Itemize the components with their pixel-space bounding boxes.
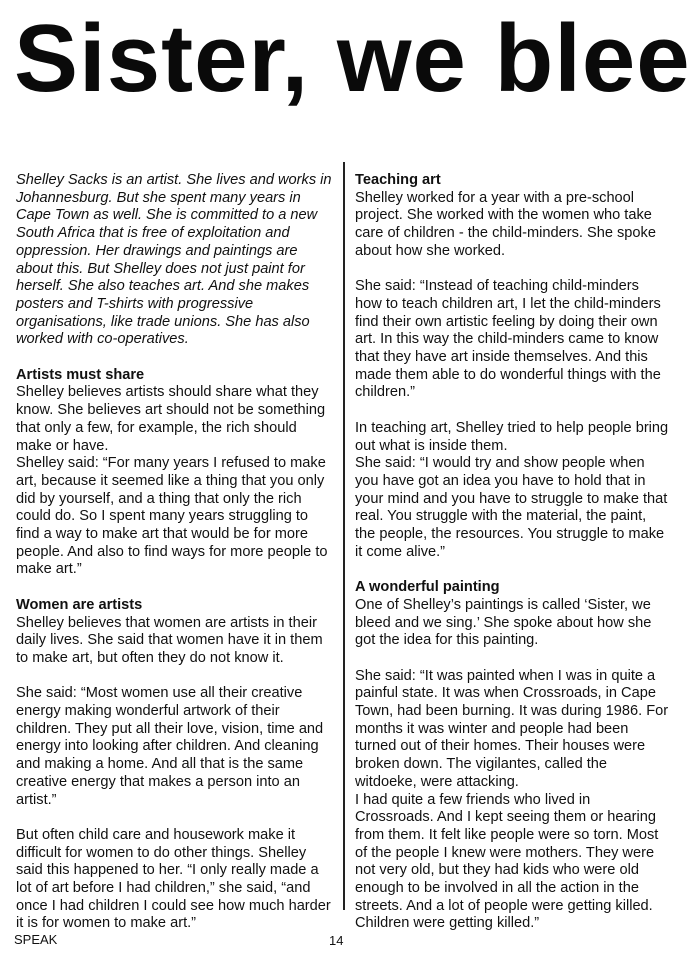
heading-a-wonderful-painting: A wonderful painting [355, 579, 500, 596]
heading-teaching-art: Teaching art [355, 172, 441, 188]
teaching-paragraph-4: She said: “I would try and show people when you have got an idea you have to hold that in your mind and you have to struggle to make that real. You struggle with the material, the paint, the people, the resources. You struggle to make it come alive.” [355, 455, 668, 560]
artists-paragraph-1: Shelley believes artists should share what they know. She believes art should not be something that only a few, for example, the rich should make or have. [16, 384, 326, 454]
teaching-paragraph-2: She said: “Instead of teaching child-minders how to teach children art, I let the child-minders find their own artistic feeling by doing their own art. In this way the child-minders came to know that they have art inside themselves. And this made them able to do wonderful things with the children.” [355, 278, 661, 401]
artists-paragraph-2: Shelley said: “For many years I refused to make art, because it seemed like a thing that you only did by yourself, and a thing that only the rich could do. So I spent many years struggling to find a way to make art that would be for more people. And also to find ways for more people to make art.” [16, 455, 328, 578]
heading-artists-must-share: Artists must share [16, 366, 145, 383]
painting-paragraph-3: I had quite a few friends who lived in Crossroads. And I kept seeing them or hearing from them. It felt like people were so torn. Most of the people I knew were mothers. They were not very old, but they had kids who were old enough to be involved in all the action in the streets. And a lot of people were getting killed. Children were getting killed.” [355, 791, 659, 932]
teaching-paragraph-3: In teaching art, Shelley tried to help people bring out what is inside them. [355, 419, 669, 454]
women-paragraph-2: She said: “Most women use all their creative energy making wonderful artwork of their children. They put all their love, vision, time and energy into looking after children. And cleaning and making a home. And all that is the same creative energy that makes a person into an artist.” [16, 685, 324, 808]
women-paragraph-3: But often child care and housework make it difficult for women to do other things. Shelley said this happened to her. “I only really made a lot of art before I had children,” she said, “and once I had children I could see how much harder it is for women to make art.” [16, 826, 331, 932]
headline: Sister, we blee [14, 5, 691, 112]
column-divider [343, 162, 345, 910]
heading-women-are-artists: Women are artists [16, 596, 143, 613]
women-paragraph-1: Shelley believes that women are artists in their daily lives. She said that women have it in them to make art, but often they do not know it. [16, 614, 323, 666]
footer-publication: SPEAK [14, 932, 58, 947]
intro-paragraph: Shelley Sacks is an artist. She lives and works in Johannesburg. But she spent many years in Cape Town as well. She is committed to a new South Africa that is free of exploitation and oppression. Her drawings and paintings are about this. But Shelley does not just paint for herself. She also teaches art. And she makes posters and T-shirts with progressive organisations, like trade unions. She has also worked with co-operatives. [16, 172, 332, 348]
page-number: 14 [329, 933, 344, 948]
painting-paragraph-1: One of Shelley’s paintings is called ‘Sister, we bleed and we sing.’ She spoke about how she got the idea for this painting. [355, 596, 652, 649]
left-column [16, 172, 334, 933]
right-column [355, 172, 669, 933]
teaching-paragraph-1: Shelley worked for a year with a pre-school project. She worked with the women who take care of children - the child-minders. She spoke about how she worked. [355, 189, 656, 259]
painting-paragraph-2: She said: “It was painted when I was in quite a painful state. It was when Crossroads, in Cape Town, had been burning. It was during 1986. For months it was winter and people had been turned out of their homes. Their houses were broken down. The vigilantes, called the witdoeke, were attacking. [355, 667, 669, 790]
